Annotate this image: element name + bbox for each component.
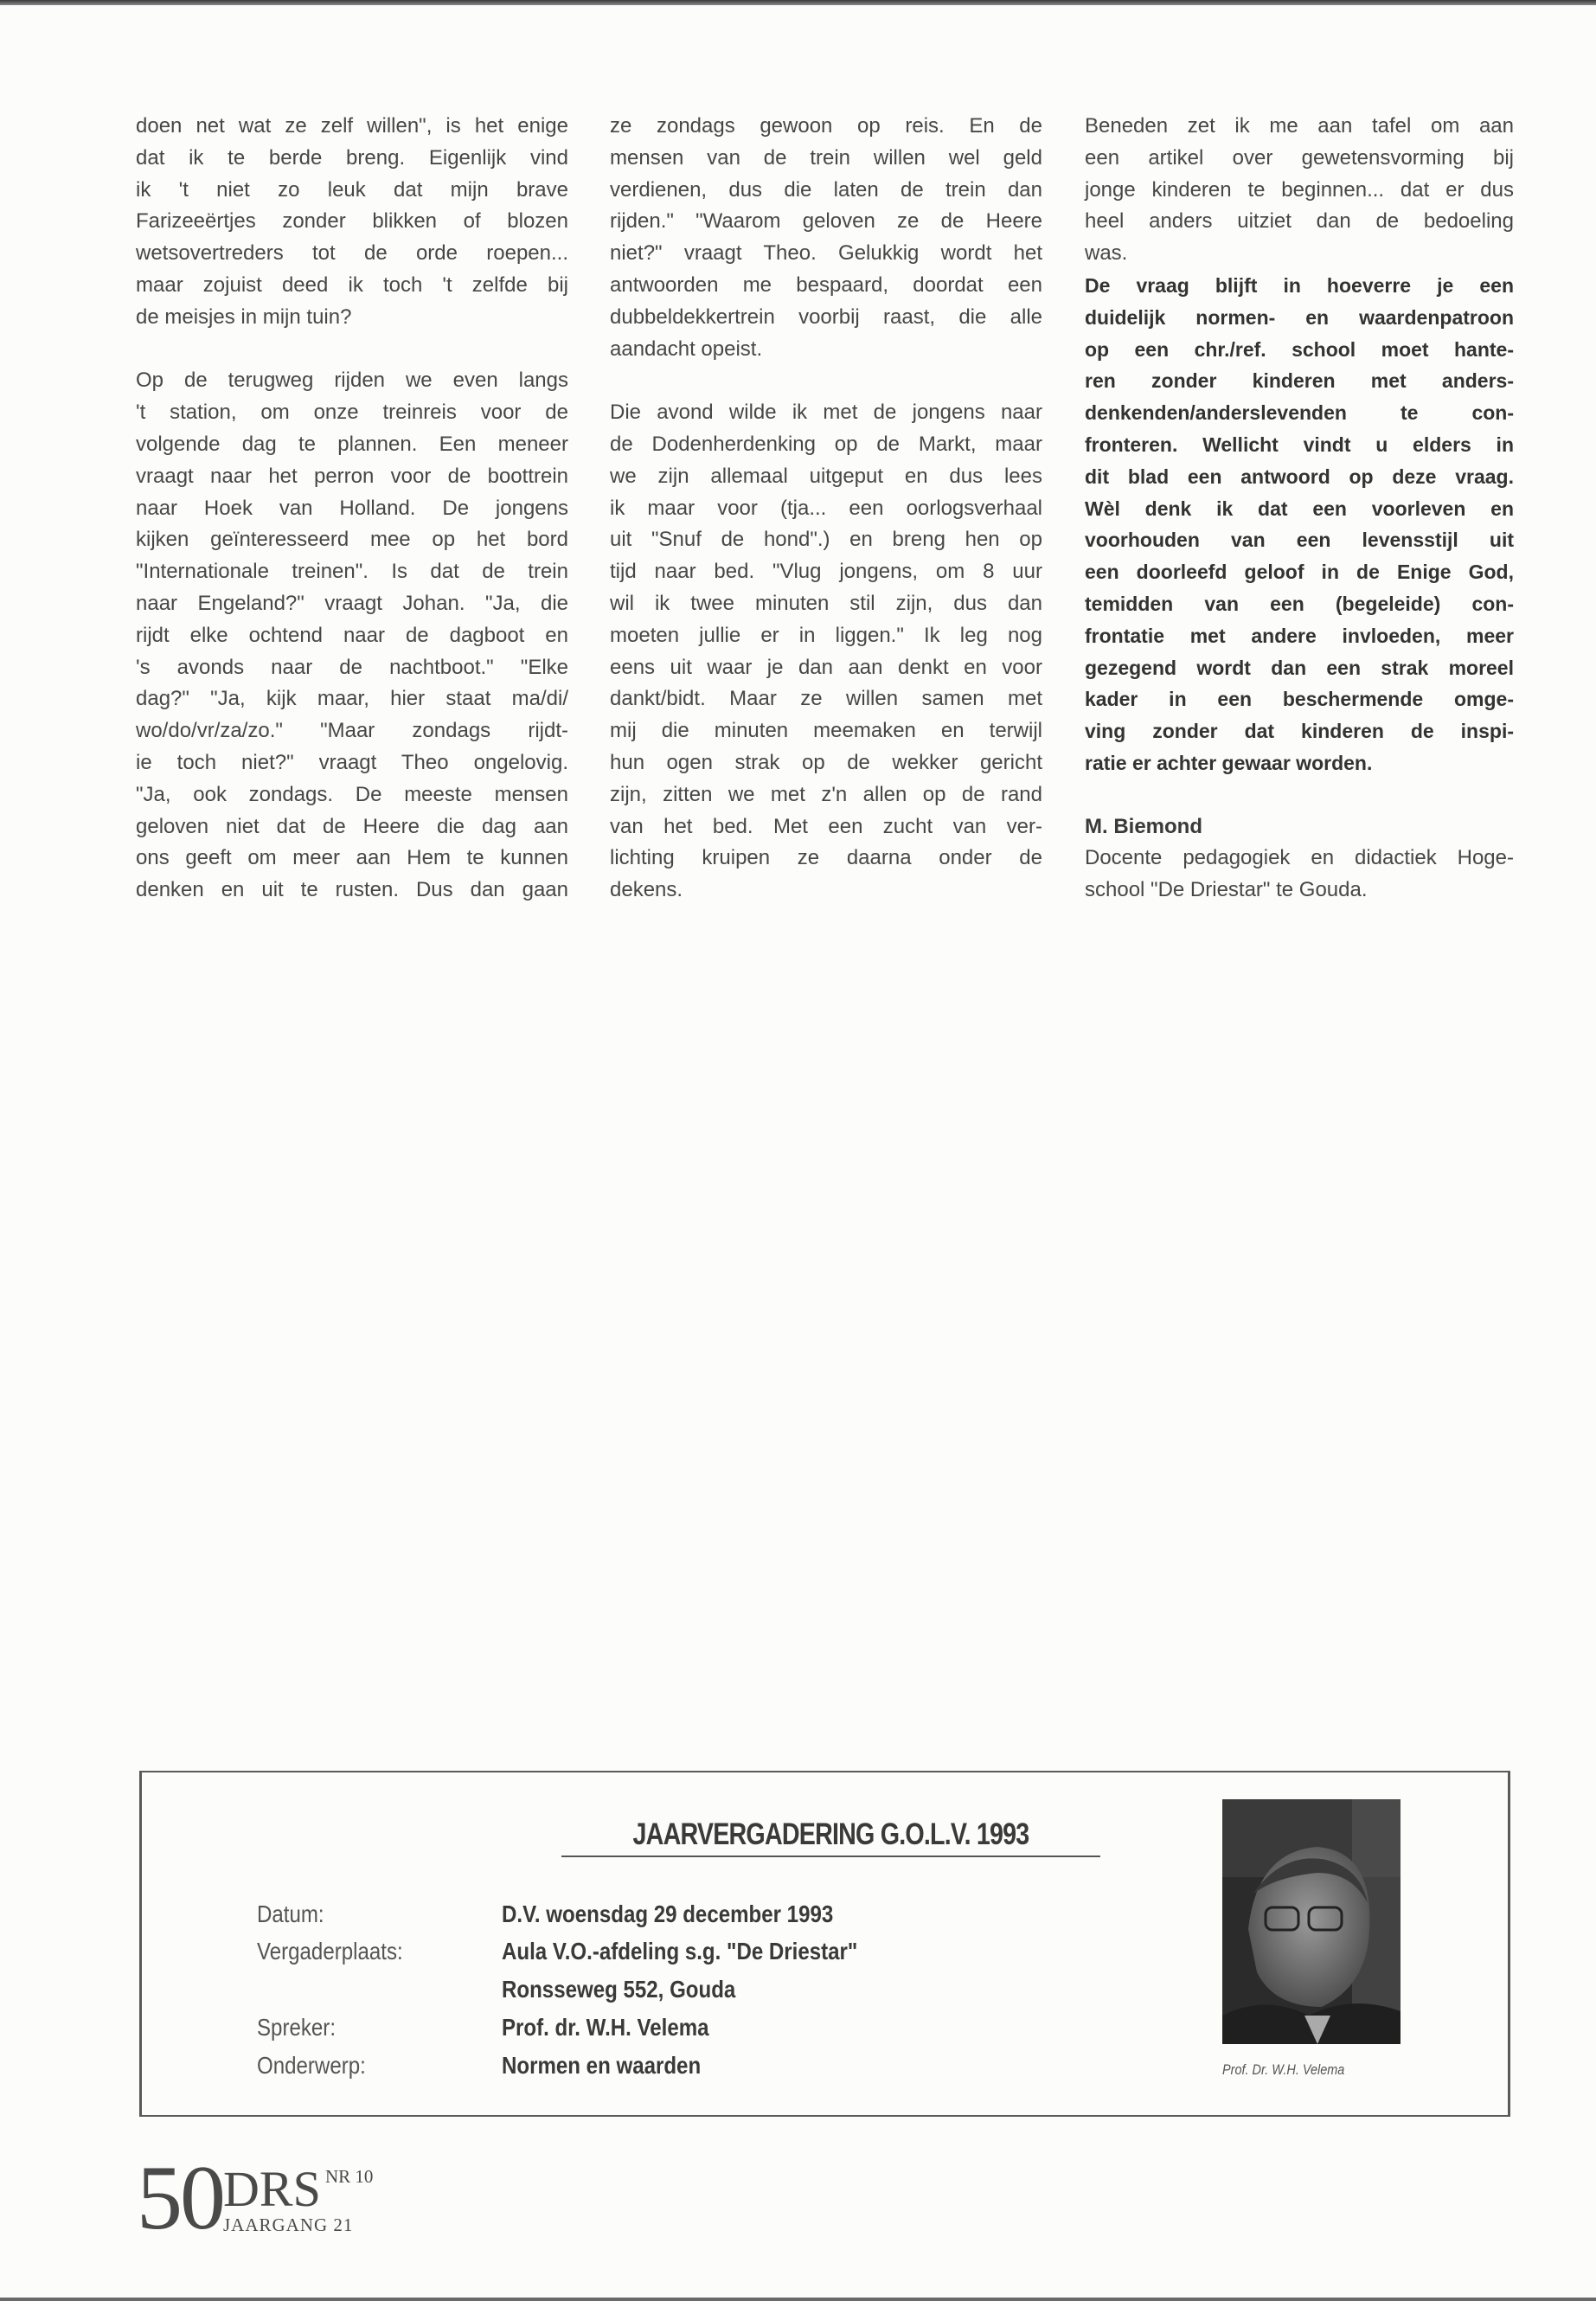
article-paragraph <box>610 397 1042 907</box>
text-line: doen net wat ze zelf willen", is het enige <box>136 114 568 138</box>
text-line: dekens. <box>610 878 683 902</box>
row-value: D.V. woensdag 29 december 1993 <box>502 1900 834 1927</box>
text-line: ik maar voor (tja... een oorlogsverhaal <box>610 496 1042 520</box>
text-line: Die avond wilde ik met de jongens naar <box>610 401 1042 425</box>
article-column-2 <box>610 111 1042 939</box>
scan-top-edge <box>0 0 1596 5</box>
article-paragraph <box>136 111 568 334</box>
text-line: De vraag blijft in hoeverre je een <box>1085 273 1514 297</box>
text-line: maar zojuist deed ik toch 't zelfde bij <box>136 272 568 297</box>
text-line: ze zondags gewoon op reis. En de <box>610 114 1042 138</box>
photo-caption: Prof. Dr. W.H. Velema <box>1222 2061 1345 2078</box>
text-line: uit "Snuf de hond".) en breng hen op <box>610 528 1042 552</box>
text-line: ving zonder dat kinderen de inspi- <box>1085 720 1514 743</box>
text-line: Beneden zet ik me aan tafel om aan <box>1085 114 1514 138</box>
row-value: Aula V.O.-afdeling s.g. "De Driestar" <box>502 1938 858 1965</box>
author-affiliation-line: Docente pedagogiek en didactiek Hoge- <box>1085 846 1514 870</box>
scan-bottom-edge <box>0 2298 1596 2301</box>
text-line: eens uit waar je dan aan denkt en voor <box>610 655 1042 679</box>
volume-number: JAARGANG 21 <box>223 2214 354 2235</box>
text-line: temidden van een (begeleide) con- <box>1085 592 1514 615</box>
row-value: Ronsseweg 552, Gouda <box>502 1976 736 2003</box>
author-name: M. Biemond <box>1085 814 1202 838</box>
row-label: Vergaderplaats: <box>257 1938 403 1965</box>
text-line: de meisjes in mijn tuin? <box>136 304 352 329</box>
text-line: dubbeldekkertrein voorbij raast, die alle <box>610 304 1042 329</box>
text-line: zijn, zitten we met z'n allen op de rand <box>610 782 1042 806</box>
text-line: gezegend wordt dan een strak moreel <box>1085 656 1514 679</box>
text-line: ik 't niet zo leuk dat mijn brave <box>136 177 568 202</box>
text-line: een artikel over gewetensvorming bij <box>1085 145 1514 170</box>
text-line: dag?" "Ja, kijk maar, hier staat ma/di/ <box>136 687 568 711</box>
text-line: ie toch niet?" vraagt Theo ongelovig. <box>136 750 568 774</box>
article-paragraph <box>1085 111 1514 270</box>
text-line: de Dodenherdenking op de Markt, maar <box>610 432 1042 456</box>
author-affiliation-line: school "De Driestar" te Gouda. <box>1085 878 1368 902</box>
text-line: geloven niet dat de Heere die dag aan <box>136 814 568 838</box>
article-paragraph <box>136 365 568 907</box>
row-value: Normen en waarden <box>502 2052 702 2079</box>
text-line: "Ja, ook zondags. De meeste mensen <box>136 782 568 806</box>
text-line: volgende dag te plannen. Een meneer <box>136 432 568 456</box>
row-label: Spreker: <box>257 2014 337 2041</box>
text-line: mensen van de trein willen wel geld <box>610 145 1042 170</box>
text-line: vraagt naar het perron voor de boottrein <box>136 464 568 488</box>
text-line: 's avonds naar de nachtboot." "Elke <box>136 655 568 679</box>
article-column-1 <box>136 111 568 939</box>
text-line: rijden." "Waarom geloven ze de Heere <box>610 209 1042 234</box>
article-conclusion-paragraph <box>1085 270 1514 779</box>
text-line: kijken geïnteresseerd mee op het bord <box>136 528 568 552</box>
text-line: frontatie met andere invloeden, meer <box>1085 624 1514 647</box>
row-label: Datum: <box>257 1900 324 1927</box>
text-line: antwoorden me bespaard, doordat een <box>610 272 1042 297</box>
text-line: we zijn allemaal uitgeput en dus lees <box>610 464 1042 488</box>
text-line: jonge kinderen te beginnen... dat er dus <box>1085 177 1514 202</box>
text-line: Op de terugweg rijden we even langs <box>136 369 568 393</box>
text-line: ratie er achter gewaar worden. <box>1085 751 1373 774</box>
announcement-box <box>139 1771 1510 2117</box>
text-line: een doorleefd geloof in de Enige God, <box>1085 561 1514 584</box>
text-line: ren zonder kinderen met anders- <box>1085 369 1514 393</box>
article-paragraph <box>610 111 1042 365</box>
page-number: 50 <box>137 2147 223 2248</box>
text-line: lichting kruipen ze daarna onder de <box>610 846 1042 870</box>
article-column-3 <box>1085 111 1514 907</box>
title-underline <box>561 1856 1100 1857</box>
speaker-portrait-photo <box>1222 1799 1401 2044</box>
text-line: hun ogen strak op de wekker gericht <box>610 750 1042 774</box>
signature-block <box>1085 811 1514 907</box>
text-line: duidelijk normen- en waardenpatroon <box>1085 305 1514 329</box>
text-line: dat ik te berde breng. Eigenlijk vind <box>136 145 568 170</box>
row-label: Onderwerp: <box>257 2052 366 2079</box>
text-line: van het bed. Met een zucht van ver- <box>610 814 1042 838</box>
text-line: rijdt elke ochtend naar de dagboot en <box>136 623 568 647</box>
announcement-title: JAARVERGADERING G.O.L.V. 1993 <box>632 1817 1029 1851</box>
text-line: wo/do/vr/za/zo." "Maar zondags rijdt- <box>136 719 568 743</box>
text-line: verdienen, dus die laten de trein dan <box>610 177 1042 202</box>
text-line: Farizeeërtjes zonder blikken of blozen <box>136 209 568 234</box>
text-line: kader in een beschermende omge- <box>1085 688 1514 711</box>
text-line: aandacht opeist. <box>610 336 763 361</box>
text-line: denken en uit te rusten. Dus dan gaan <box>136 878 568 902</box>
text-line: moeten jullie er in liggen." Ik leg nog <box>610 623 1042 647</box>
text-line: was. <box>1085 241 1128 266</box>
text-line: wetsovertreders tot de orde roepen... <box>136 241 568 266</box>
text-line: tijd naar bed. "Vlug jongens, om 8 uur <box>610 560 1042 584</box>
text-line: mij die minuten meemaken en terwijl <box>610 719 1042 743</box>
text-line: denkenden/anderslevenden te con- <box>1085 401 1514 425</box>
text-line: heel anders uitziet dan de bedoeling <box>1085 209 1514 234</box>
issue-number: NR 10 <box>325 2166 374 2187</box>
text-line: "Internationale treinen". Is dat de trein <box>136 560 568 584</box>
text-line: fronteren. Wellicht vindt u elders in <box>1085 433 1514 456</box>
text-line: naar Hoek van Holland. De jongens <box>136 496 568 520</box>
text-line: 't station, om onze treinreis voor de <box>136 401 568 425</box>
text-line: naar Engeland?" vraagt Johan. "Ja, die <box>136 591 568 615</box>
text-line: wil ik twee minuten stil zijn, dus dan <box>610 591 1042 615</box>
text-line: ons geeft om meer aan Hem te kunnen <box>136 846 568 870</box>
text-line: voorhouden van een levensstijl uit <box>1085 529 1514 552</box>
text-line: niet?" vraagt Theo. Gelukkig wordt het <box>610 241 1042 266</box>
text-line: dankt/bidt. Maar ze willen samen met <box>610 687 1042 711</box>
text-line: Wèl denk ik dat een voorleven en <box>1085 497 1514 520</box>
text-line: dit blad een antwoord op deze vraag. <box>1085 465 1514 488</box>
text-line: op een chr./ref. school moet hante- <box>1085 337 1514 361</box>
magazine-name: DRS <box>223 2161 321 2217</box>
row-value: Prof. dr. W.H. Velema <box>502 2014 709 2041</box>
